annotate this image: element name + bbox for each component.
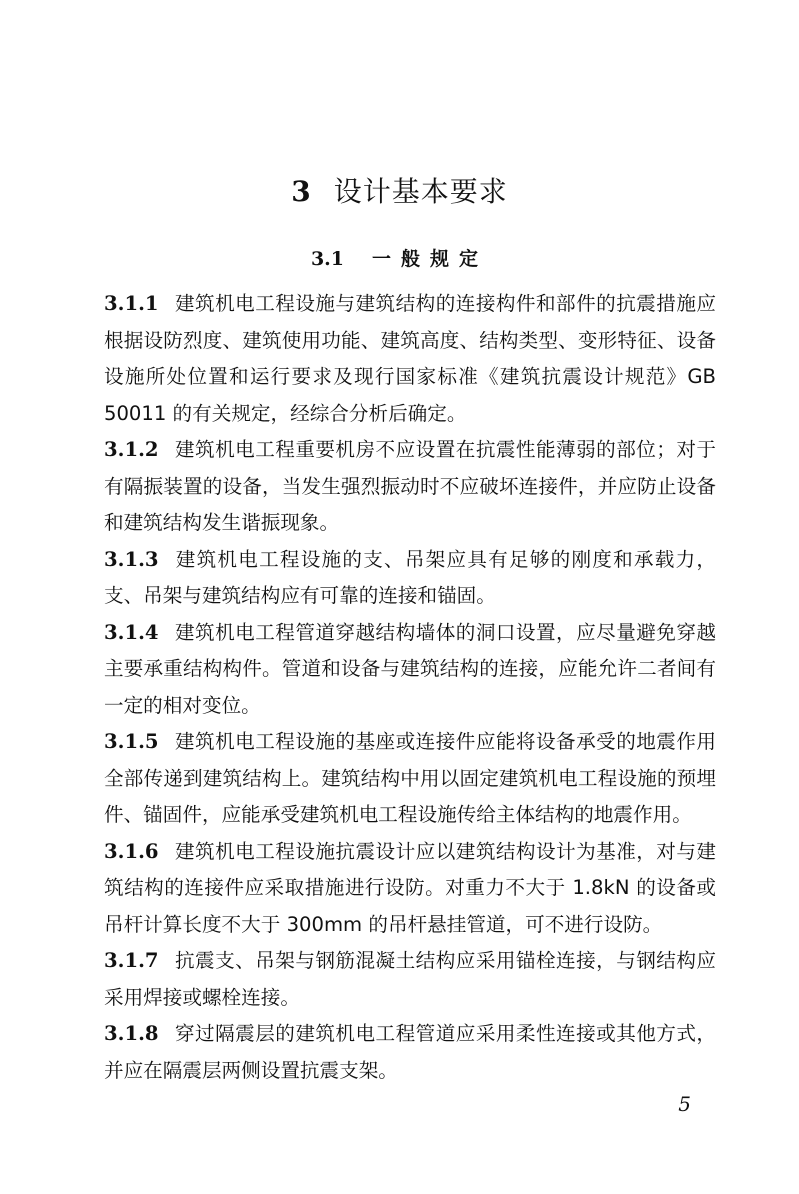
clause-3-1-4 — [104, 615, 716, 725]
clause-number: 3.1.7 — [104, 949, 159, 972]
clause-3-1-8 — [104, 1016, 716, 1089]
clause-text: 建筑机电工程重要机房不应设置在抗震性能薄弱的部位；对于有隔振装置的设备，当发生强烈振动时不应破坏连接件，并应防止设备和建筑结构发生谐振现象。 — [104, 438, 716, 534]
clause-text: 建筑机电工程设施的支、吊架应具有足够的刚度和承载力，支、吊架与建筑结构应有可靠的连接和锚固。 — [104, 547, 716, 607]
clause-number: 3.1.5 — [104, 730, 159, 753]
clause-number: 3.1.4 — [104, 620, 159, 644]
clause-text: 建筑机电工程设施与建筑结构的连接构件和部件的抗震措施应根据设防烈度、建筑使用功能、建筑高度、结构类型、变形特征、设备设施所处位置和运行要求及现行国家标准《建筑抗震设计规范》GB 50011 的有关规定，经综合分析后确定。 — [104, 292, 716, 425]
chapter-number: 3 — [291, 175, 312, 208]
clause-3-1-6 — [104, 834, 716, 944]
clause-3-1-2 — [104, 432, 716, 542]
clause-text: 建筑机电工程设施抗震设计应以建筑结构设计为基准，对与建筑结构的连接件应采取措施进行设防。对重力不大于 1.8kN 的设备或吊杆计算长度不大于 300mm 的吊杆悬挂管道，可不进行设防。 — [104, 839, 716, 936]
clause-3-1-5 — [104, 724, 716, 834]
clause-number: 3.1.8 — [104, 1022, 159, 1045]
chapter-title: 设计基本要求 — [333, 175, 508, 208]
section-heading — [0, 244, 799, 271]
clause-3-1-3 — [104, 542, 716, 615]
clause-text: 抗震支、吊架与钢筋混凝土结构应采用锚栓连接，与钢结构应采用焊接或螺栓连接。 — [104, 949, 716, 1009]
clause-3-1-7 — [104, 943, 716, 1016]
clause-list — [104, 286, 716, 1089]
clause-text: 建筑机电工程设施的基座或连接件应能将设备承受的地震作用全部传递到建筑结构上。建筑结构中用以固定建筑机电工程设施的预埋件、锚固件，应能承受建筑机电工程设施传给主体结构的地震作用。 — [104, 730, 716, 826]
page-number: 5 — [678, 1092, 691, 1116]
clause-text: 穿过隔震层的建筑机电工程管道应采用柔性连接或其他方式，并应在隔震层两侧设置抗震支架。 — [104, 1022, 716, 1082]
clause-3-1-1 — [104, 286, 716, 432]
clause-number: 3.1.6 — [104, 839, 159, 863]
chapter-heading — [0, 170, 799, 210]
section-number: 3.1 — [310, 248, 345, 270]
section-title: 一般规定 — [372, 248, 489, 270]
clause-text: 建筑机电工程管道穿越结构墙体的洞口设置，应尽量避免穿越主要承重结构构件。管道和设备与建筑结构的连接，应能允许二者间有一定的相对变位。 — [104, 620, 716, 717]
clause-number: 3.1.3 — [104, 547, 159, 571]
clause-number: 3.1.1 — [104, 292, 159, 315]
clause-number: 3.1.2 — [104, 438, 159, 461]
